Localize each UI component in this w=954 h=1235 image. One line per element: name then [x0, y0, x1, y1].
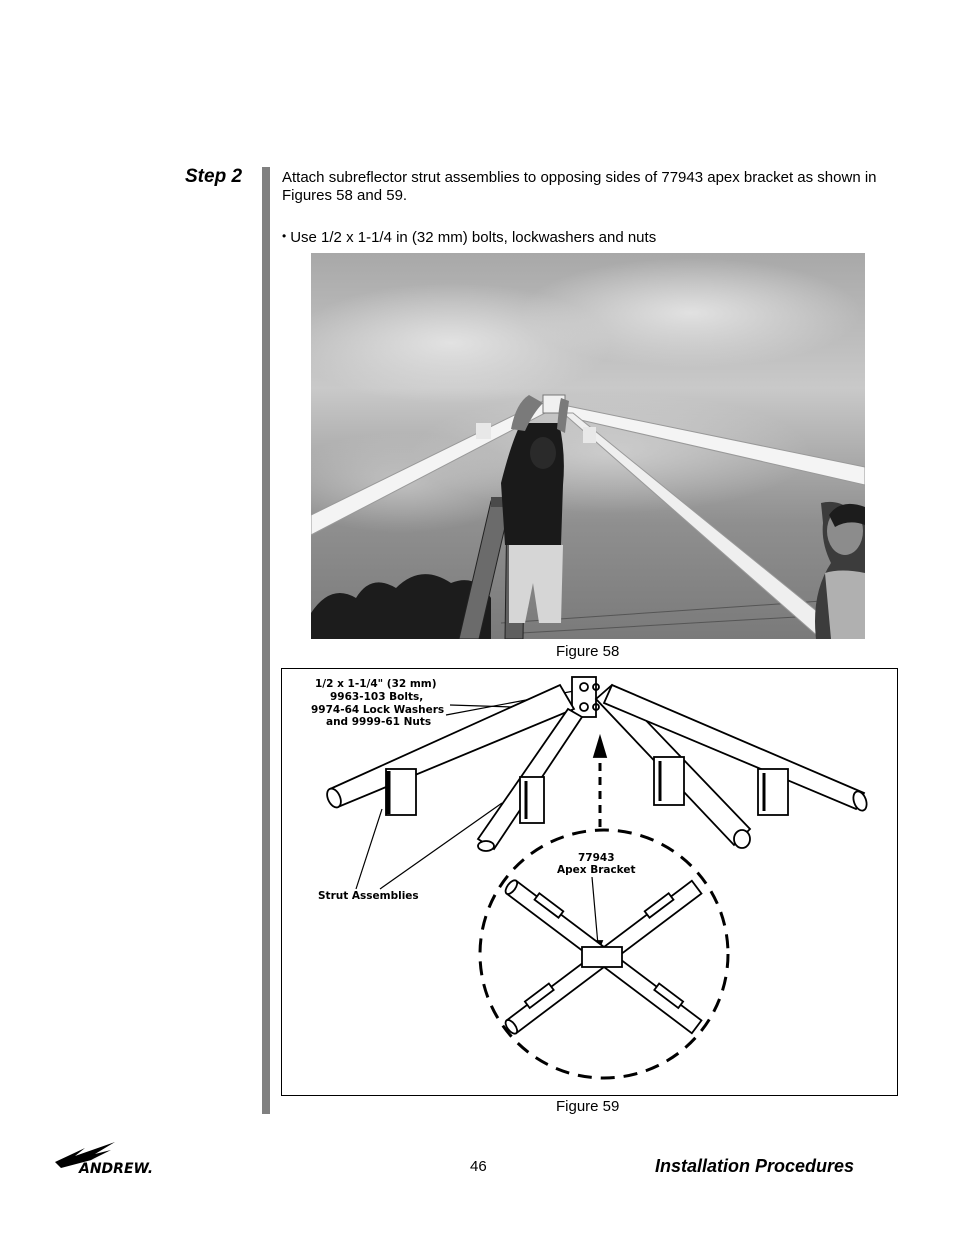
callout-bracket-line1: 77943 [578, 852, 615, 864]
section-divider-bar [262, 167, 270, 1114]
step-label: Step 2 [185, 166, 243, 187]
figure-59-caption: Figure 59 [556, 1098, 620, 1115]
callout-bolts-line4: and 9999-61 Nuts [326, 716, 432, 728]
page-number: 46 [470, 1158, 487, 1175]
callout-bolts-line3: 9974-64 Lock Washers [311, 704, 445, 716]
instruction-paragraph: Attach subreflector strut assemblies to opposing sides of 77943 apex bracket as shown in Figures 58 and 59. [282, 169, 877, 204]
callout-bolts-line2: 9963-103 Bolts, [330, 691, 424, 703]
figure-58-photo [311, 253, 865, 639]
bullet-symbol: • [282, 229, 287, 243]
instruction-bullet [282, 229, 656, 247]
bullet-text: Use 1/2 x 1-1/4 in (32 mm) bolts, lockwashers and nuts [290, 229, 657, 246]
andrew-logo [55, 1142, 170, 1176]
footer-section-title: Installation Procedures [655, 1156, 855, 1176]
callout-struts: Strut Assemblies [318, 890, 419, 902]
logo-wordmark: ANDREW. [79, 1161, 154, 1176]
callout-bolts-line1: 1/2 x 1-1/4" (32 mm) [315, 678, 437, 690]
callout-bracket-line2: Apex Bracket [557, 864, 636, 876]
figure-59-diagram [281, 668, 898, 1096]
figure-58-caption: Figure 58 [556, 643, 620, 660]
